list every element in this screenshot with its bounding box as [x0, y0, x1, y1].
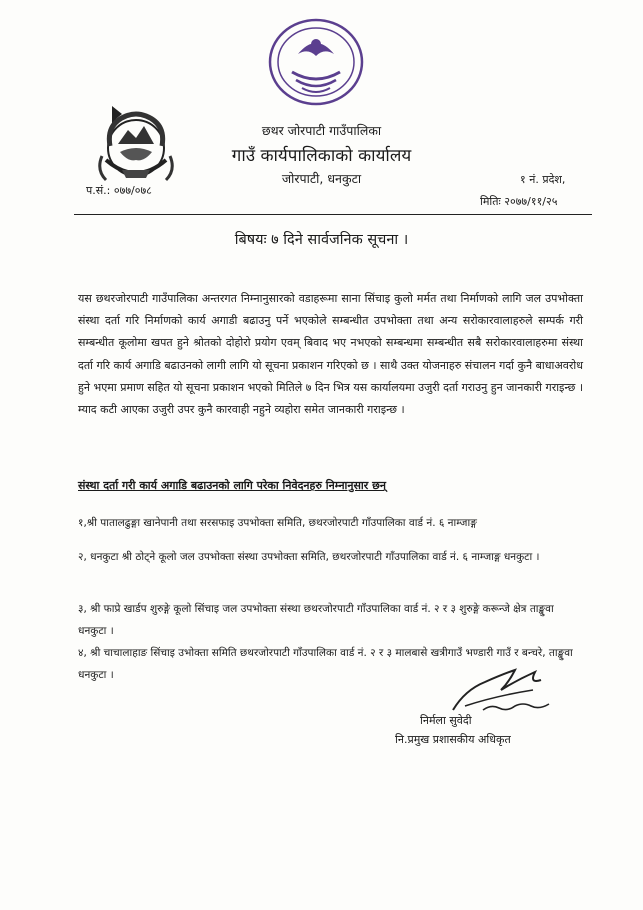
office-name-line2: गाउँ कार्यपालिकाको कार्यालय [231, 146, 412, 166]
signatory-title: नि.प्रमुख प्रशासकीय अधिकृत [395, 733, 511, 746]
list-item: १,श्री पातालढुङ्गा खानेपानी तथा सरसफाइ उपभोक्ता समिति, छथरजोरपाटी गाँउपालिका वार्ड नं. ६ नाम्जाङ्ग [78, 517, 477, 529]
notice-subject: बिषयः ७ दिने सार्वजनिक सूचना । [234, 232, 409, 248]
office-address: जोरपाटी, धनकुटा [281, 171, 362, 186]
office-seal-stamp-icon [262, 12, 370, 110]
applications-list-heading: संस्था दर्ता गरी कार्य अगाडि बढाउनको लागि परेका निवेदनहरु निम्नानुसार छन् [78, 479, 386, 492]
reference-number: प.सं.: ०७७/०७८ [86, 184, 152, 197]
list-item: २, धनकुटा श्री ठोट्ने कूलो जल उपभोक्ता संस्था उपभोक्ता समिति, छथरजोरपाटी गाँउपालिका वार्ड नं. ६ नाम्जाङ्ग धनकुटा । [78, 551, 540, 563]
header-divider [74, 214, 592, 215]
list-item: ३, श्री फाप्रे खार्डप शुरुङ्गे कूलो सिंचाइ जल उपभोक्ता संस्था छथरजोरपाटी गाँउपालिका वार्ड नं. २ र ३ शुरुङ्गे करून्जे क्षेत्र ताङ्खुवा धनकुटा । [78, 603, 554, 637]
signature-icon [445, 660, 565, 720]
office-name-line1: छथर जोरपाटी गाउँपालिका [261, 123, 382, 138]
list-item: ४, श्री चाचालाहाङ सिंचाइ उभोक्ता समिति छथरजोरपाटी गाँउपालिका वार्ड नं. २ र ३ मालबासे खत्रीगाउँ भण्डारी गाउँ र बन्चरे, ताङ्खुवा धनकुटा । [78, 647, 573, 681]
notice-body-paragraph: यस छथरजोरपाटी गाउँपालिका अन्तरगत निम्नानुसारको वडाहरूमा साना सिंचाइ कुलो मर्मत तथा निर्माणको लागि जल उपभोक्ता संस्था दर्ता गरि निर्माणको कार्य अगाडी बढाउनु पर्ने भएकोले सम्बन्धीत उपभोक्ता तथा अन्य सरोकारवालाहरुले सम्पर्क गरी सम्बन्धीत कूलोमा खपत हुने श्रोतको दोहोरो प्रयोग एवम् बिवाद भए नभएको सम्बन्धमा सम्बन्धीत सबै सरोकारवालाहरुमा संस्था दर्ता गरि कार्य अगाडि बढाउनको लागी लागि यो सूचना प्रकाशन गरिएको छ । साथै उक्त योजनाहरु संचालन गर्दा कुनै बाधाअवरोध हुने भएमा प्रमाण सहित यो सूचना प्रकाशन भएको मितिले ७ दिन भित्र यस कार्यालयमा उजुरी दर्ता गराउनु हुन जानकारी गराइन्छ । म्याद कटी आएका उजुरी उपर कुनै कारवाही नहुने व्यहोरा समेत जानकारी गराइन्छ । [78, 292, 583, 417]
province-label: १ नं. प्रदेश, [520, 173, 566, 186]
signatory-name: निर्मला सुवेदी [420, 714, 472, 727]
notice-date: मितिः २०७७/११/२५ [480, 195, 558, 208]
